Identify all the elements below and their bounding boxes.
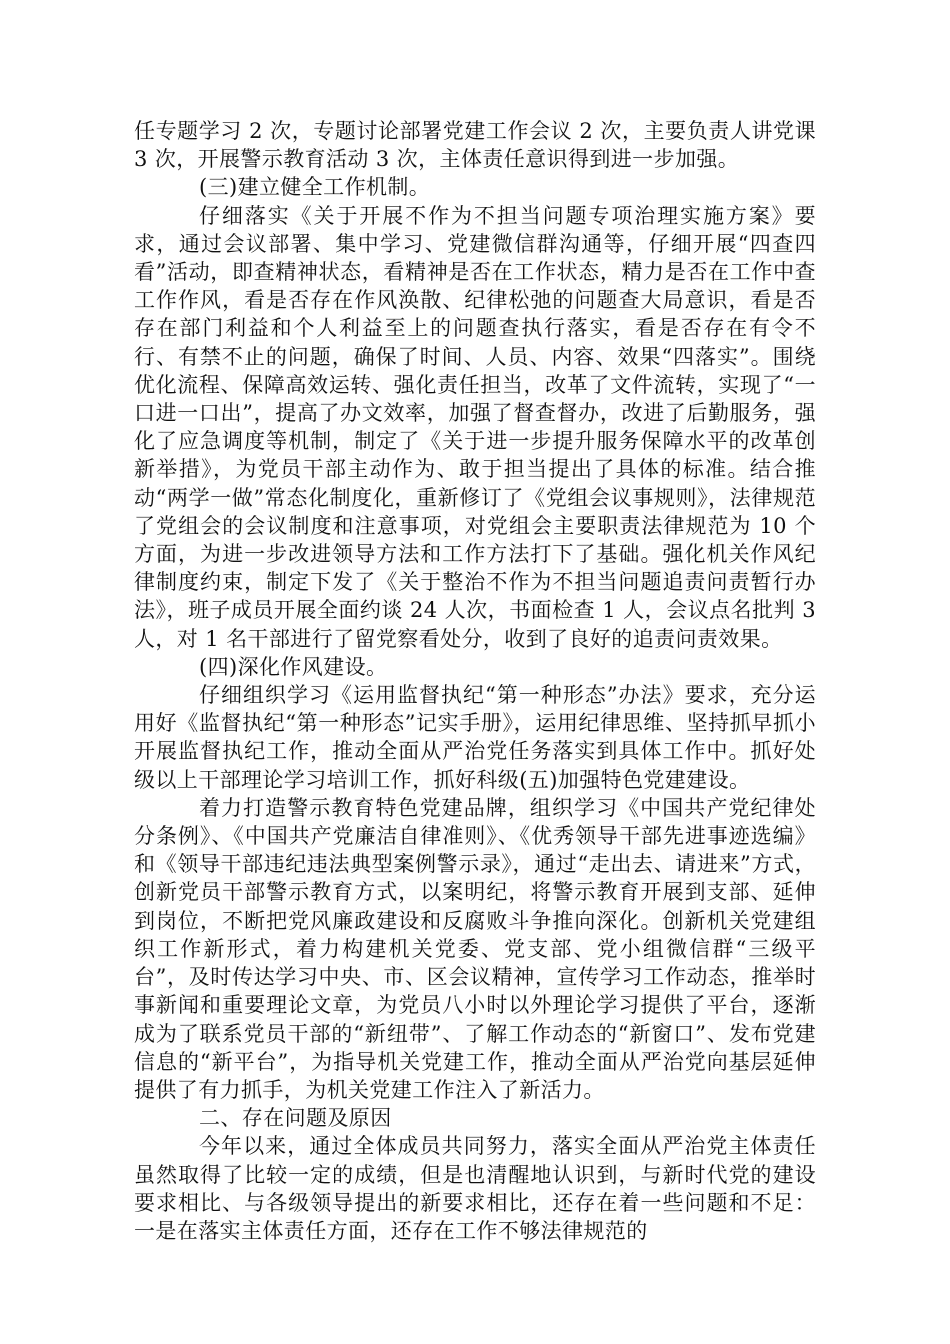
heading-problems: 二、存在问题及原因 <box>199 1106 392 1131</box>
paragraph-work-style: 仔细组织学习《运用监督执纪“第一种形态”办法》要求，充分运用好《监督执纪“第一种形态”记实手册》，运用纪律思维、坚持抓早抓小开展监督执纪工作，推动全面从严治党任务落实到具体工作中。抓好处级以上干部理论学习培训工作，抓好科级(五)加强特色党建建设。 <box>134 683 816 792</box>
paragraph-work-mechanism: 仔细落实《关于开展不作为不担当问题专项治理实施方案》要求，通过会议部署、集中学习、党建微信群沟通等，仔细开展“四查四看”活动，即查精神状态，看精神是否在工作状态，精力是否在工作中查工作作风，看是否存在作风涣散、纪律松弛的问题查大局意识，看是否存在部门利益和个人利益至上的问题查执行落实，看是否存在有令不行、有禁不止的问题，确保了时间、人员、内容、效果“四落实”。围绕优化流程、保障高效运转、强化责任担当，改革了文件流转，实现了“一口进一口出”，提高了办文效率，加强了督查督办，改进了后勤服务，强化了应急调度等机制，制定了《关于进一步提升服务保障水平的改革创新举措》，为党员干部主动作为、敢于担当提出了具体的标准。结合推动“两学一做”常态化制度化，重新修订了《党组会议事规则》，法律规范了党组会的会议制度和注意事项，对党组会主要职责法律规范为 10 个方面，为进一步改进领导方法和工作方法打下了基础。强化机关作风纪律制度约束，制定下发了《关于整治不作为不担当问题追责问责暂行办法》，班子成员开展全面约谈 24 人次，书面检查 1 人，会议点名批判 3 人，对 1 名干部进行了留党察看处分，收到了良好的追责问责效果。 <box>134 203 816 651</box>
paragraph-problems: 今年以来，通过全体成员共同努力，落实全面从严治党主体责任虽然取得了比较一定的成绩，但是也清醒地认识到，与新时代党的建设要求相比、与各级领导提出的新要求相比，还存在着一些问题和不足：一是在落实主体责任方面，还存在工作不够法律规范的 <box>134 1134 816 1243</box>
heading-section-3: (三)建立健全工作机制。 <box>199 175 431 200</box>
document-body <box>134 117 816 1245</box>
paragraph-party-building: 着力打造警示教育特色党建品牌，组织学习《中国共产党纪律处分条例》、《中国共产党廉洁自律准则》、《优秀领导干部先进事迹选编》和《领导干部违纪违法典型案例警示录》，通过“走出去、请进来”方式，创新党员干部警示教育方式，以案明纪，将警示教育开展到支部、延伸到岗位，不断把党风廉政建设和反腐败斗争推向深化。创新机关党建组织工作新形式，着力构建机关党委、党支部、党小组微信群“三级平台”，及时传达学习中央、市、区会议精神，宣传学习工作动态，推举时事新闻和重要理论文章，为党员八小时以外理论学习提供了平台，逐渐成为了联系党员干部的“新纽带”、了解工作动态的“新窗口”、发布党建信息的“新平台”，为指导机关党建工作，推动全面从严治党向基层延伸提供了有力抓手，为机关党建工作注入了新活力。 <box>134 795 816 1102</box>
heading-section-4: (四)深化作风建设。 <box>199 654 388 679</box>
paragraph-continuation: 任专题学习 2 次，专题讨论部署党建工作会议 2 次，主要负责人讲党课 3 次，开展警示教育活动 3 次，主体责任意识得到进一步加强。 <box>134 119 816 172</box>
